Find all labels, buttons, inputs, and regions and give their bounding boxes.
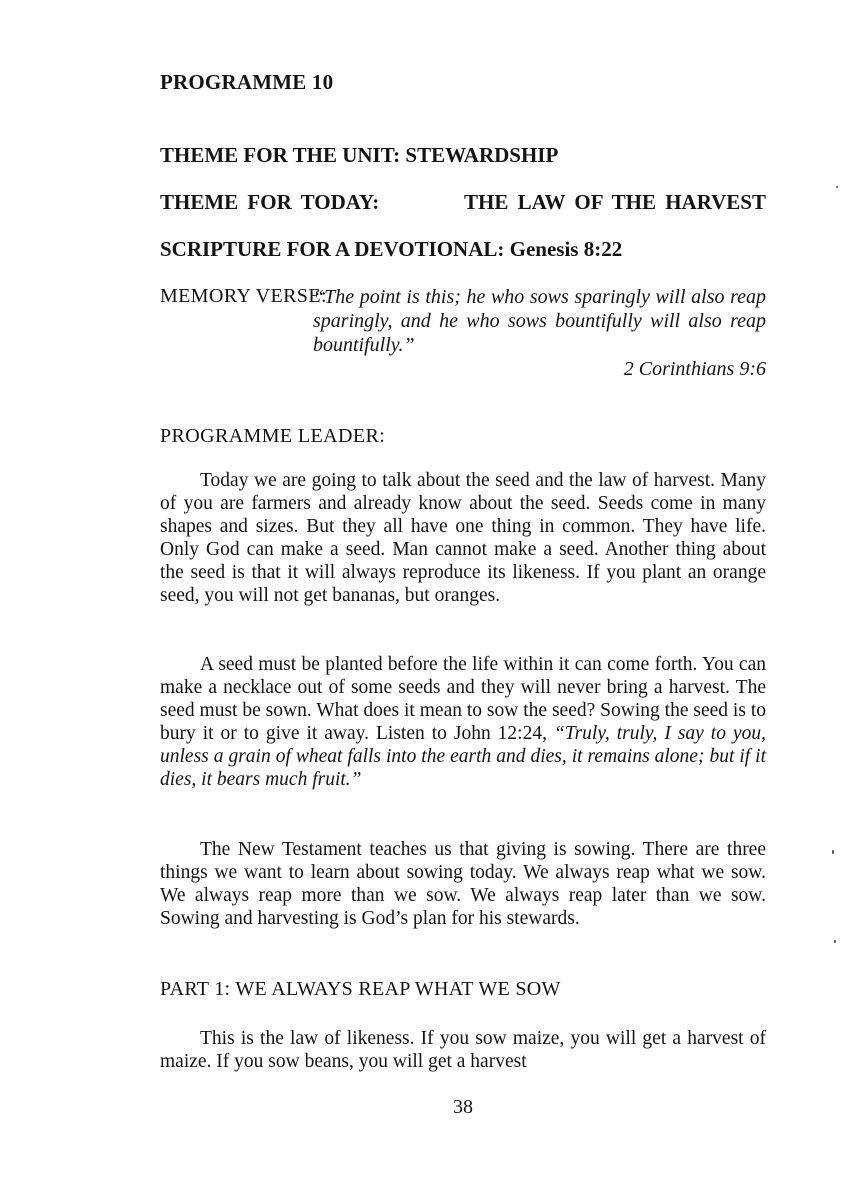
paragraph-planting [160, 653, 766, 791]
programme-leader-heading: PROGRAMME LEADER: [160, 425, 386, 447]
scan-speck [836, 186, 838, 188]
memory-verse-text: “The point is this; he who sows sparingly will also reap sparingly, and he who sows bountifully will also reap bountifully.” [313, 286, 766, 356]
theme-today-line [160, 190, 766, 215]
scripture-value: Genesis 8:22 [509, 237, 623, 261]
scan-speck [834, 940, 836, 943]
theme-unit-value: STEWARDSHIP [405, 143, 559, 167]
document-page [160, 0, 766, 1199]
john-quote: “Truly, truly, I say to you, unless a grain of wheat falls into the earth and dies, it remains alone; but if it dies, it bears much fruit.” [160, 723, 766, 790]
memory-verse-label: MEMORY VERSE: [160, 285, 327, 307]
programme-title: PROGRAMME 10 [160, 70, 334, 94]
theme-unit-label: THEME FOR THE UNIT: [160, 143, 401, 167]
part1-heading: PART 1: WE ALWAYS REAP WHAT WE SOW [160, 978, 561, 1000]
scan-speck [832, 850, 834, 854]
theme-today-label: THEME FOR TODAY: [160, 190, 380, 214]
page-number: 38 [453, 1096, 473, 1118]
paragraph-planting-text: A seed must be planted before the life within it can come forth. You can make a necklace out of some seeds and they will never bring a harvest. The seed must be sown. What does it mean to sow the seed? Sowing the seed is to bury it or to give it away. Listen to John 12:24, [160, 654, 766, 744]
memory-verse-reference: 2 Corinthians 9:6 [623, 358, 766, 380]
paragraph-giving-is-sowing: The New Testament teaches us that giving is sowing. There are three things we want to learn about sowing today. We always reap what we sow. We always reap more than we sow. We always reap later than we sow. Sowing and harvesting is God’s plan for his stewards. [160, 839, 766, 929]
scripture-label: SCRIPTURE FOR A DEVOTIONAL: [160, 237, 505, 261]
scripture-line [160, 237, 622, 262]
theme-unit-line [160, 143, 558, 168]
theme-today-value: THE LAW OF THE HARVEST [464, 190, 766, 214]
paragraph-seed-intro: Today we are going to talk about the seed and the law of harvest. Many of you are farmers and already know about the seed. Seeds come in many shapes and sizes. But they all have one thing in common. They have life. Only God can make a seed. Man cannot make a seed. Another thing about the seed is that it will always reproduce its likeness. If you plant an orange seed, you will not get bananas, but oranges. [160, 470, 766, 606]
paragraph-law-of-likeness: This is the law of likeness. If you sow maize, you will get a harvest of maize. If you sow beans, you will get a harvest [160, 1028, 766, 1072]
